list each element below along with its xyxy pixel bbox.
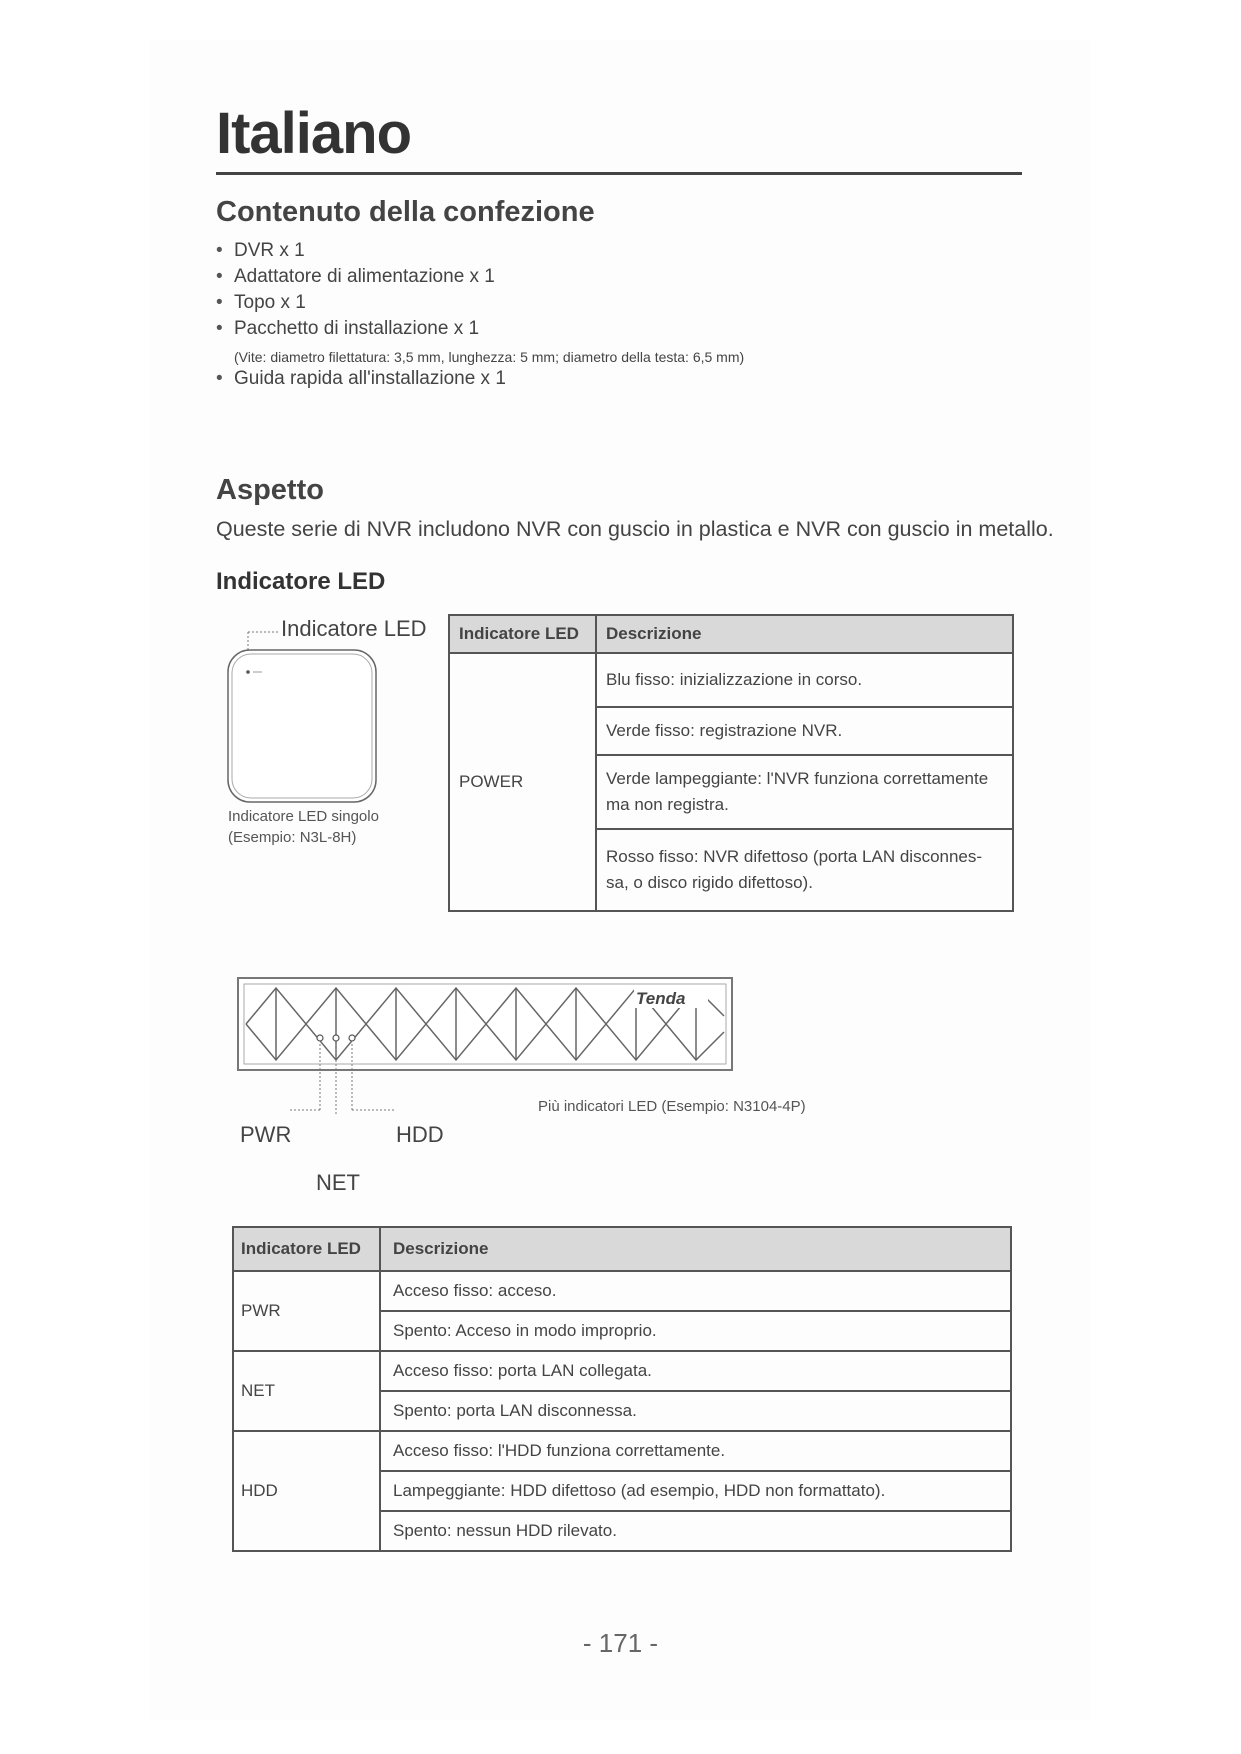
net-label: NET xyxy=(316,1170,360,1195)
table-cell: Spento: Acceso in modo improprio. xyxy=(380,1311,1011,1351)
table-cell: Rosso fisso: NVR difettoso (porta LAN disconnes-sa, o disco rigido difettoso). xyxy=(596,829,1013,911)
table-cell: Acceso fisso: porta LAN collegata. xyxy=(380,1351,1011,1391)
list-item: • DVR x 1 xyxy=(216,238,744,264)
list-item: • Guida rapida all'installazione x 1 xyxy=(216,366,744,392)
table-cell-led: NET xyxy=(233,1351,380,1431)
device-outline xyxy=(228,650,376,802)
list-item: • Adattatore di alimentazione x 1 xyxy=(216,264,744,290)
screw-note: (Vite: diametro filettatura: 3,5 mm, lunghezza: 5 mm; diametro della testa: 6,5 mm) xyxy=(234,349,745,365)
table-cell: Acceso fisso: acceso. xyxy=(380,1271,1011,1311)
appearance-text: Queste serie di NVR includono NVR con guscio in plastica e NVR con guscio in metallo. xyxy=(216,517,1054,541)
hdd-label: HDD xyxy=(396,1122,444,1147)
caption-line: Indicatore LED singolo xyxy=(228,808,379,825)
table-cell: Verde fisso: registrazione NVR. xyxy=(596,707,1013,755)
package-list xyxy=(216,238,744,392)
pwr-led-icon xyxy=(317,1035,323,1041)
led-dot-icon xyxy=(246,670,250,674)
page-title: Italiano xyxy=(216,101,412,166)
multi-led-caption: Più indicatori LED (Esempio: N3104-4P) xyxy=(538,1098,806,1115)
single-led-device-illustration xyxy=(222,612,432,812)
hdd-led-icon xyxy=(349,1035,355,1041)
list-item: • Pacchetto di installazione x 1 xyxy=(216,316,744,342)
appearance-heading: Aspetto xyxy=(216,474,324,506)
led-heading: Indicatore LED xyxy=(216,568,386,595)
list-item: • Topo x 1 xyxy=(216,290,744,316)
table-cell: Verde lampeggiante: l'NVR funziona correttamente ma non registra. xyxy=(596,755,1013,829)
table-cell: Acceso fisso: l'HDD funziona correttamente. xyxy=(380,1431,1011,1471)
led-table-single xyxy=(448,614,1014,912)
table-cell: Lampeggiante: HDD difettoso (ad esempio, HDD non formattato). xyxy=(380,1471,1011,1511)
table-cell: Spento: porta LAN disconnessa. xyxy=(380,1391,1011,1431)
single-led-callout: Indicatore LED xyxy=(281,616,427,641)
table-cell-led: PWR xyxy=(233,1271,380,1351)
table-cell-led: HDD xyxy=(233,1431,380,1551)
single-led-caption xyxy=(228,806,379,848)
table-header: Descrizione xyxy=(596,615,1013,653)
table-header: Indicatore LED xyxy=(233,1227,380,1271)
page-number: - 171 - xyxy=(582,1628,659,1658)
table-cell: Spento: nessun HDD rilevato. xyxy=(380,1511,1011,1551)
brand-logo: Tenda xyxy=(636,989,686,1008)
multi-led-device-illustration xyxy=(236,976,736,1116)
package-heading: Contenuto della confezione xyxy=(216,196,595,228)
pwr-label: PWR xyxy=(240,1122,292,1147)
table-cell-led: POWER xyxy=(449,653,596,911)
net-led-icon xyxy=(333,1035,339,1041)
title-divider xyxy=(216,172,1022,175)
table-header: Indicatore LED xyxy=(449,615,596,653)
table-cell: Blu fisso: inizializzazione in corso. xyxy=(596,653,1013,707)
table-header: Descrizione xyxy=(380,1227,1011,1271)
led-table-multi xyxy=(232,1226,1012,1552)
caption-line: (Esempio: N3L-8H) xyxy=(228,829,357,846)
